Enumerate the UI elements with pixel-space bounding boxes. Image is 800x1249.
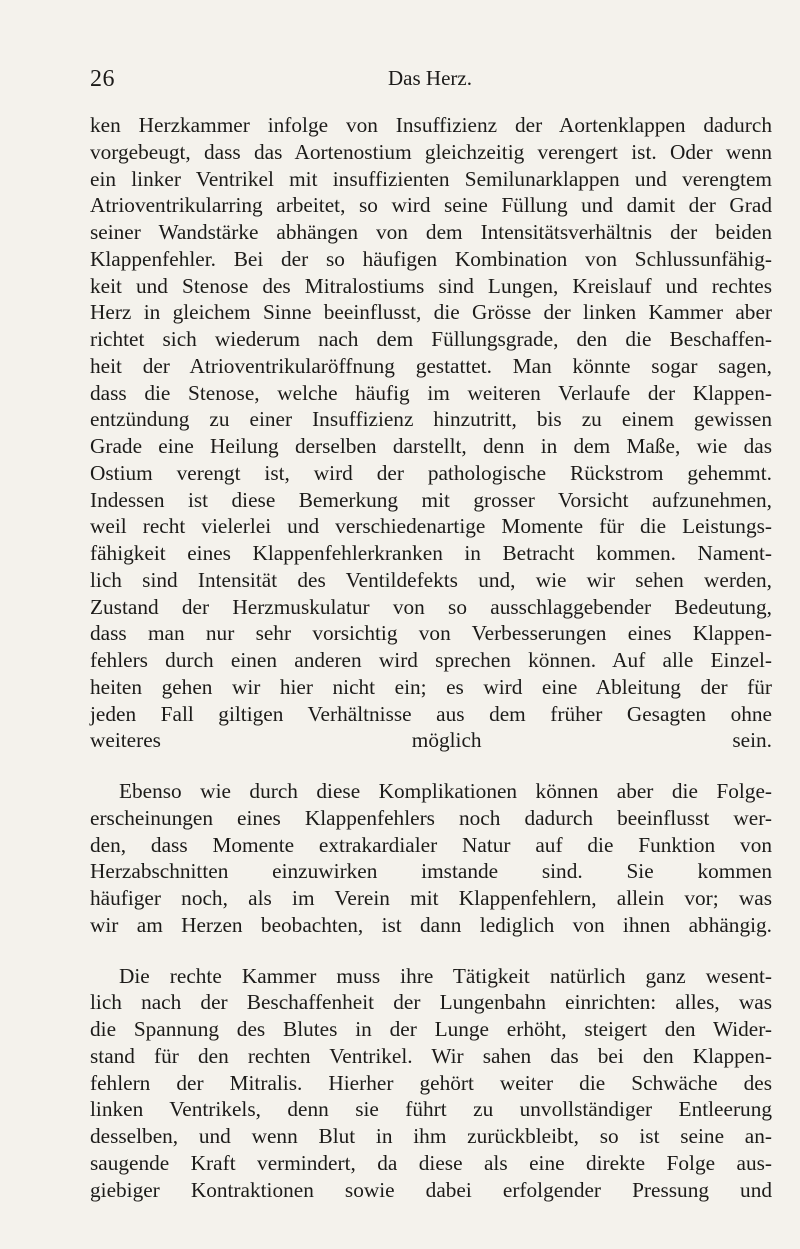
paragraph-extracardiac-factors: Ebenso wie durch diese Komplikationen können aber die Folge- erscheinungen eines Klappenfehlers noch dadurch beeinflusst wer- den, dass Momente extrakardialer Natur auf die Funktion von Herzabschnitten einzuwirken imstande sind. Sie kommen häufiger noch, als im Verein mit Klappenfehlern, allein vor; was wir am Herzen beobachten, ist dann lediglich von ihnen abhängig. <box>90 779 772 937</box>
running-title: Das Herz. <box>388 66 472 90</box>
paragraph-continuation: ken Herzkammer infolge von Insuffizienz der Aortenklappen dadurch vorgebeugt, dass das Aortenostium gleichzeitig verengert ist. Oder wenn ein linker Ventrikel mit insuffizienten Semilunarklappen und verengtem Atrioventrikularring arbeitet, so wird seine Füllung und damit der Grad seiner Wandstärke abhängen von dem Intensitätsverhältnis der beiden Klappenfehler. Bei der so häufigen Kombination von Schlussunfähig- keit und Stenose des Mitralostiums sind Lungen, Kreislauf und rechtes Herz in gleichem Sinne beeinflusst, die Grösse der linken Kammer aber richtet sich wiederum nach dem Füllungsgrade, den die Beschaffen- heit der Atrioventrikularöffnung gestattet. Man könnte sogar sagen, dass die Stenose, welche häufig im weiteren Verlaufe der Klappen- entzündung zu einer Insuffizienz hinzutritt, bis zu einem gewissen Grade eine Heilung derselben darstellt, denn in dem Maße, wie das Ostium verengt ist, wird der pathologische Rückstrom gehemmt. Indessen ist diese Bemerkung mit grosser Vorsicht aufzunehmen, weil recht vielerlei und verschiedenartige Momente für die Leistungs- fähigkeit eines Klappenfehlerkranken in Betracht kommen. Nament- lich sind Intensität des Ventildefekts und, wie wir sehen werden, Zustand der Herzmuskulatur von so ausschlaggebender Bedeutung, dass man nur sehr vorsichtig von Verbesserungen eines Klappen- fehlers durch einen anderen wird sprechen können. Auf alle Einzel- heiten gehen wir hier nicht ein; es wird eine Ableitung der für jeden Fall giltigen Verhältnisse aus dem früher Gesagten ohne weiteres möglich sein. <box>90 113 772 753</box>
paragraph-right-ventricle: Die rechte Kammer muss ihre Tätigkeit natürlich ganz wesent- lich nach der Beschaffenheit der Lungenbahn einrichten: alles, was die Spannung des Blutes in der Lunge erhöht, steigert den Wider- stand für den rechten Ventrikel. Wir sahen das bei den Klappen- fehlern der Mitralis. Hierher gehört weiter die Schwäche des linken Ventrikels, denn sie führt zu unvollständiger Entleerung desselben, und wenn Blut in ihm zurückbleibt, so ist seine an- saugende Kraft vermindert, da diese als eine direkte Folge aus- giebiger Kontraktionen sowie dabei erfolgender Pressung und <box>90 963 772 1202</box>
page-number: 26 <box>90 66 115 92</box>
running-head <box>90 66 770 96</box>
body-text <box>90 112 772 1203</box>
